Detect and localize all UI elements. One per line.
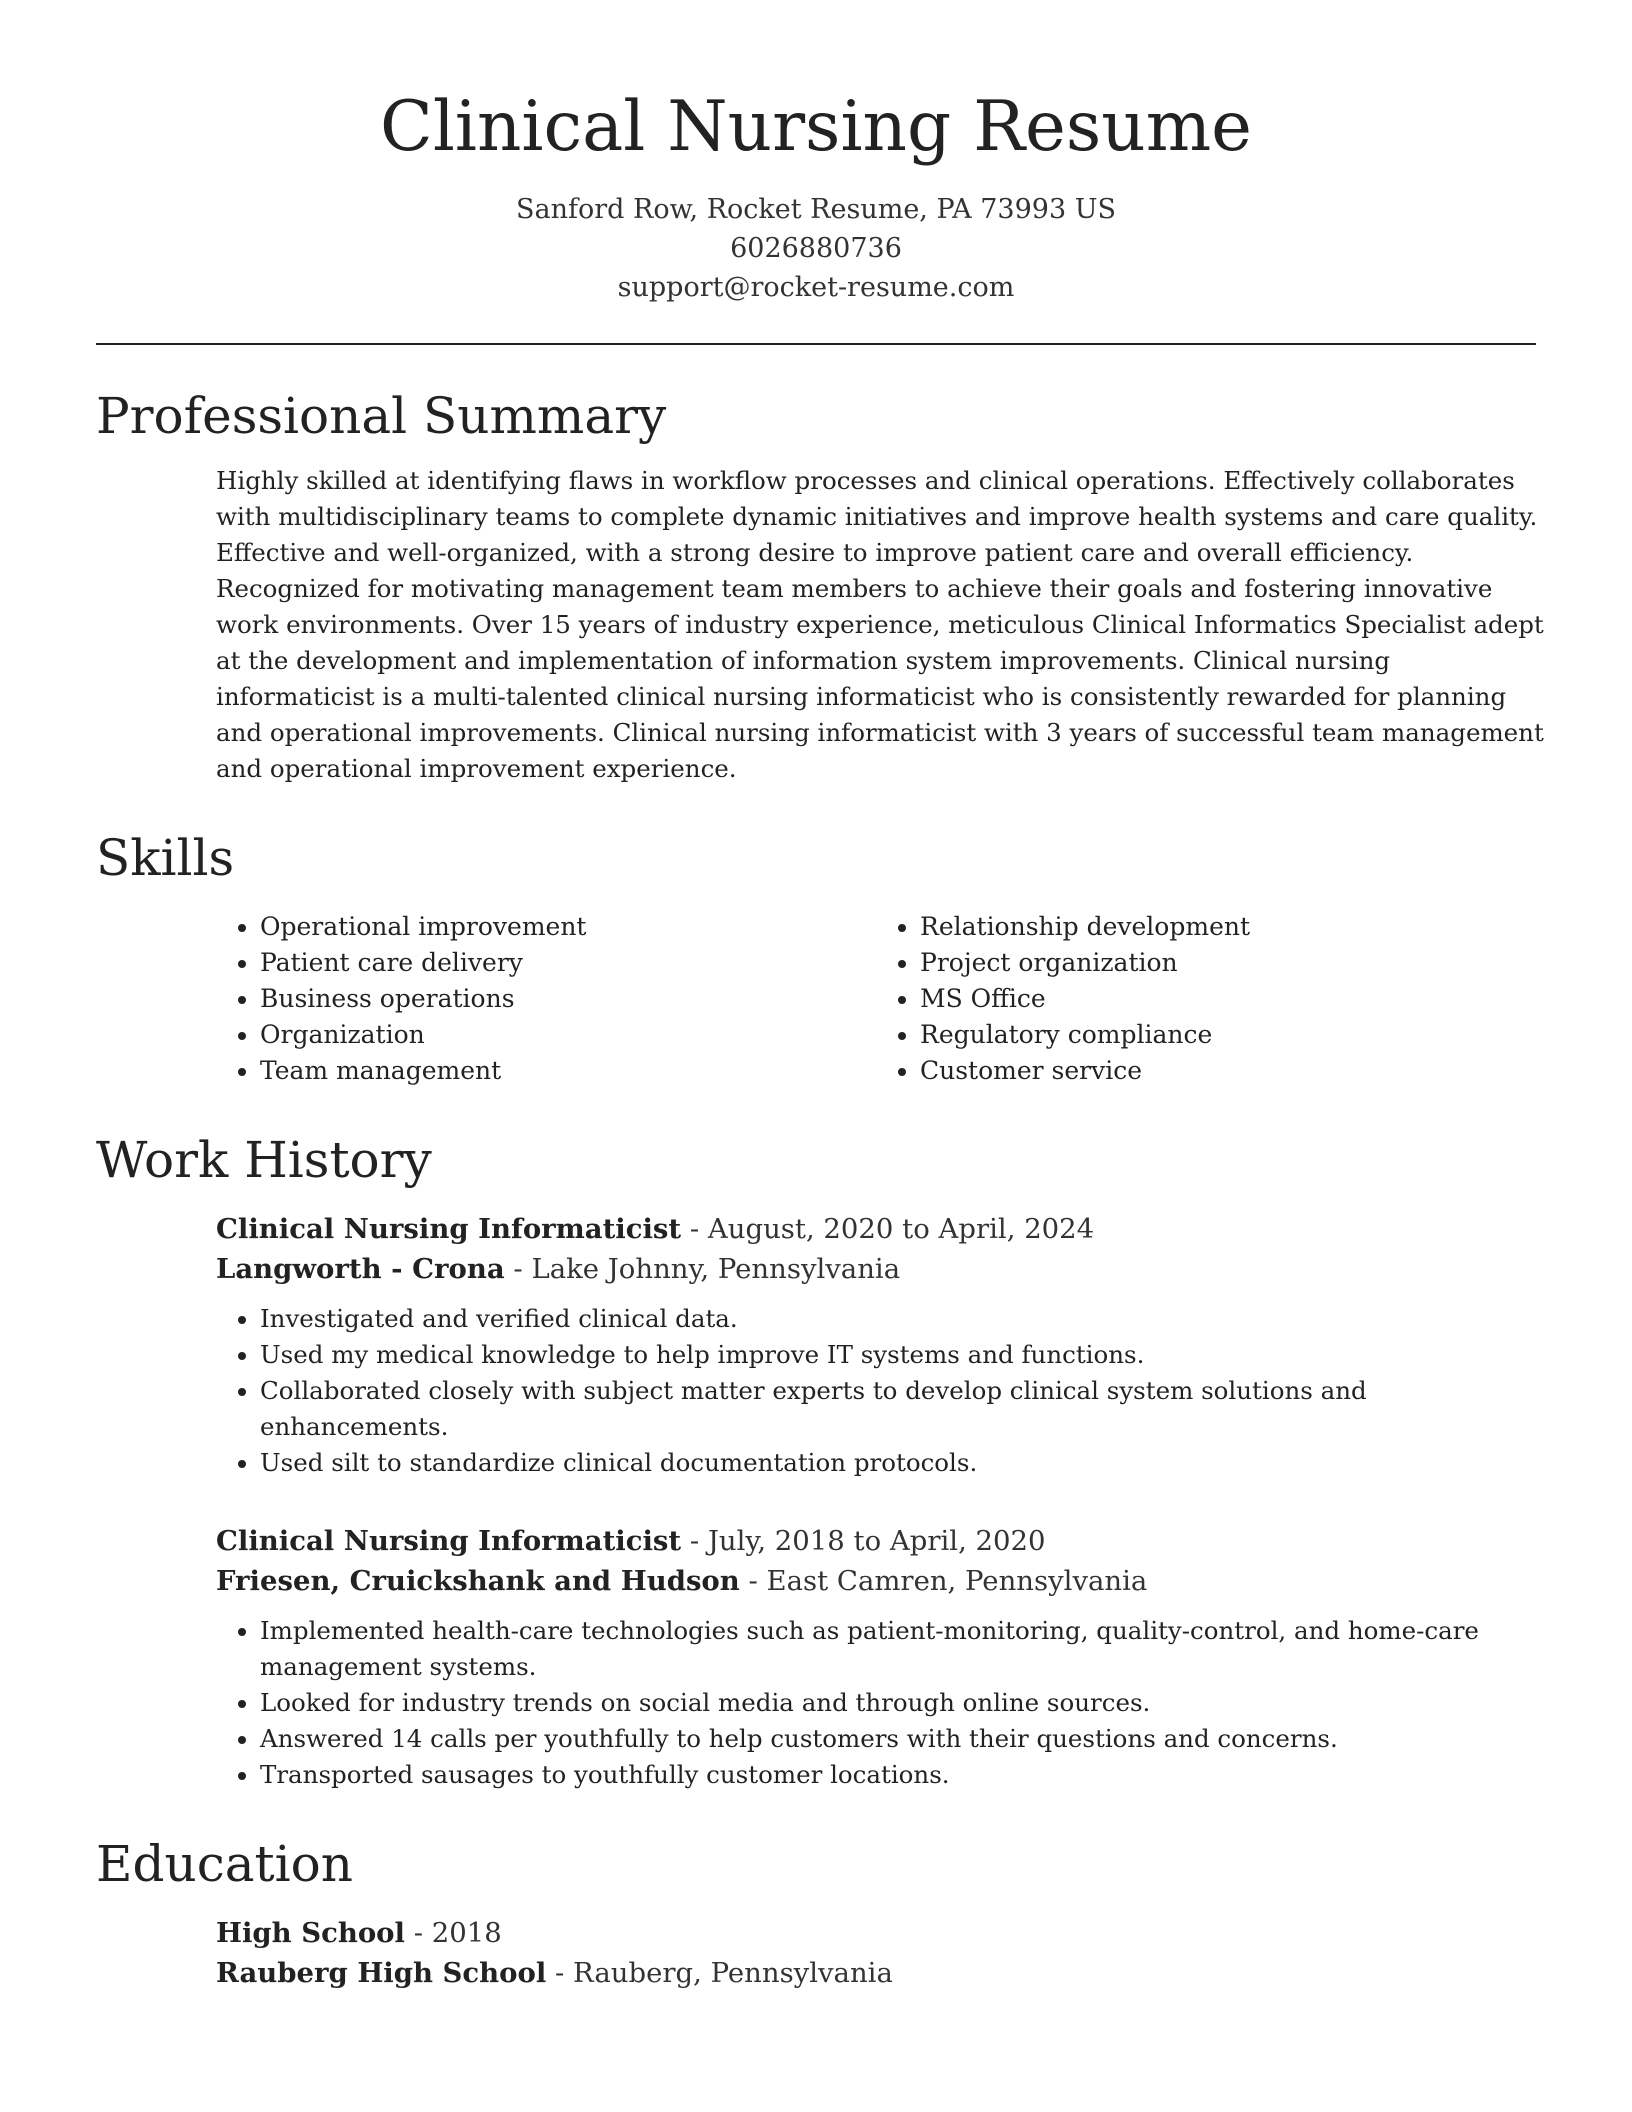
education-heading: Education	[96, 1835, 353, 1893]
education-section	[96, 1833, 1536, 1993]
work-history-section	[96, 1129, 1536, 1793]
summary-section	[96, 385, 1544, 787]
resume-header	[96, 0, 1536, 307]
skill-item: • Customer service	[920, 1053, 1536, 1089]
skills-left-list	[216, 909, 876, 1089]
education-year: - 2018	[404, 1917, 502, 1949]
contact-block	[96, 190, 1536, 307]
skills-columns	[216, 909, 1536, 1089]
job-bullet: • Collaborated closely with subject matter experts to develop clinical system solutions and enhancements.	[260, 1373, 1546, 1445]
job-title-line	[216, 1521, 1536, 1561]
skills-heading: Skills	[96, 829, 235, 887]
job-company: Friesen, Cruickshank and Hudson	[216, 1565, 740, 1597]
resume-page	[96, 0, 1544, 1993]
skill-item: • Regulatory compliance	[920, 1017, 1536, 1053]
job-bullets	[216, 1613, 1546, 1793]
education-school: Rauberg High School	[216, 1957, 547, 1989]
skill-item: • MS Office	[920, 981, 1536, 1017]
email-text: support@rocket-resume.com	[617, 272, 1015, 303]
job-dates: - August, 2020 to April, 2024	[681, 1213, 1095, 1245]
job-company-line	[216, 1249, 1536, 1289]
job-bullet: • Implemented health-care technologies such as patient-monitoring, quality-control, and home-care management systems.	[260, 1613, 1546, 1685]
job-company-line	[216, 1561, 1536, 1601]
skill-item: • Operational improvement	[260, 909, 876, 945]
education-entry	[216, 1913, 1536, 1993]
skill-item: • Organization	[260, 1017, 876, 1053]
skills-right-list	[876, 909, 1536, 1089]
job-role: Clinical Nursing Informaticist	[216, 1213, 682, 1245]
education-degree-line	[216, 1913, 1536, 1953]
job-location: - East Camren, Pennsylvania	[739, 1565, 1148, 1597]
skill-item: • Team management	[260, 1053, 876, 1089]
work-history-heading: Work History	[96, 1131, 432, 1189]
phone-text: 6026880736	[730, 233, 902, 264]
skill-item: • Business operations	[260, 981, 876, 1017]
summary-text: Highly skilled at identifying flaws in workflow processes and clinical operations. Effectively collaborates with multidisciplinary teams to complete dynamic initiatives and improve health systems and care quality. Effective and well-organized, with a strong desire to improve patient care and overall efficiency. Recognized for motivating management team members to achieve their goals and fostering innovative work environments. Over 15 years of industry experience, meticulous Clinical Informatics Specialist adept at the development and implementation of information system improvements. Clinical nursing informaticist is a multi-talented clinical nursing informaticist who is consistently rewarded for planning and operational improvements. Clinical nursing informaticist with 3 years of successful team management and operational improvement experience.	[216, 466, 1544, 783]
job-bullets	[216, 1301, 1546, 1481]
job-bullet: • Looked for industry trends on social media and through online sources.	[260, 1685, 1546, 1721]
job-location: - Lake Johnny, Pennsylvania	[504, 1253, 901, 1285]
resume-title: Clinical Nursing Resume	[380, 87, 1252, 167]
education-location: - Rauberg, Pennsylvania	[546, 1957, 893, 1989]
address-text: Sanford Row, Rocket Resume, PA 73993 US	[516, 194, 1116, 225]
job-dates: - July, 2018 to April, 2020	[681, 1525, 1046, 1557]
summary-heading: Professional Summary	[96, 387, 667, 445]
education-school-line	[216, 1953, 1536, 1993]
skills-section	[96, 827, 1536, 1089]
job-bullet: • Investigated and verified clinical data.	[260, 1301, 1546, 1337]
skill-item: • Relationship development	[920, 909, 1536, 945]
job-bullet: • Answered 14 calls per youthfully to help customers with their questions and concerns.	[260, 1721, 1546, 1757]
job-bullet: • Used my medical knowledge to help improve IT systems and functions.	[260, 1337, 1546, 1373]
education-degree: High School	[216, 1917, 405, 1949]
job-bullet: • Transported sausages to youthfully customer locations.	[260, 1757, 1546, 1793]
header-divider	[96, 343, 1536, 345]
job-company: Langworth - Crona	[216, 1253, 505, 1285]
skill-item: • Patient care delivery	[260, 945, 876, 981]
job-entry	[216, 1209, 1536, 1481]
job-bullet: • Used silt to standardize clinical documentation protocols.	[260, 1445, 1546, 1481]
job-title-line	[216, 1209, 1536, 1249]
job-role: Clinical Nursing Informaticist	[216, 1525, 682, 1557]
job-entry	[216, 1521, 1536, 1793]
skill-item: • Project organization	[920, 945, 1536, 981]
